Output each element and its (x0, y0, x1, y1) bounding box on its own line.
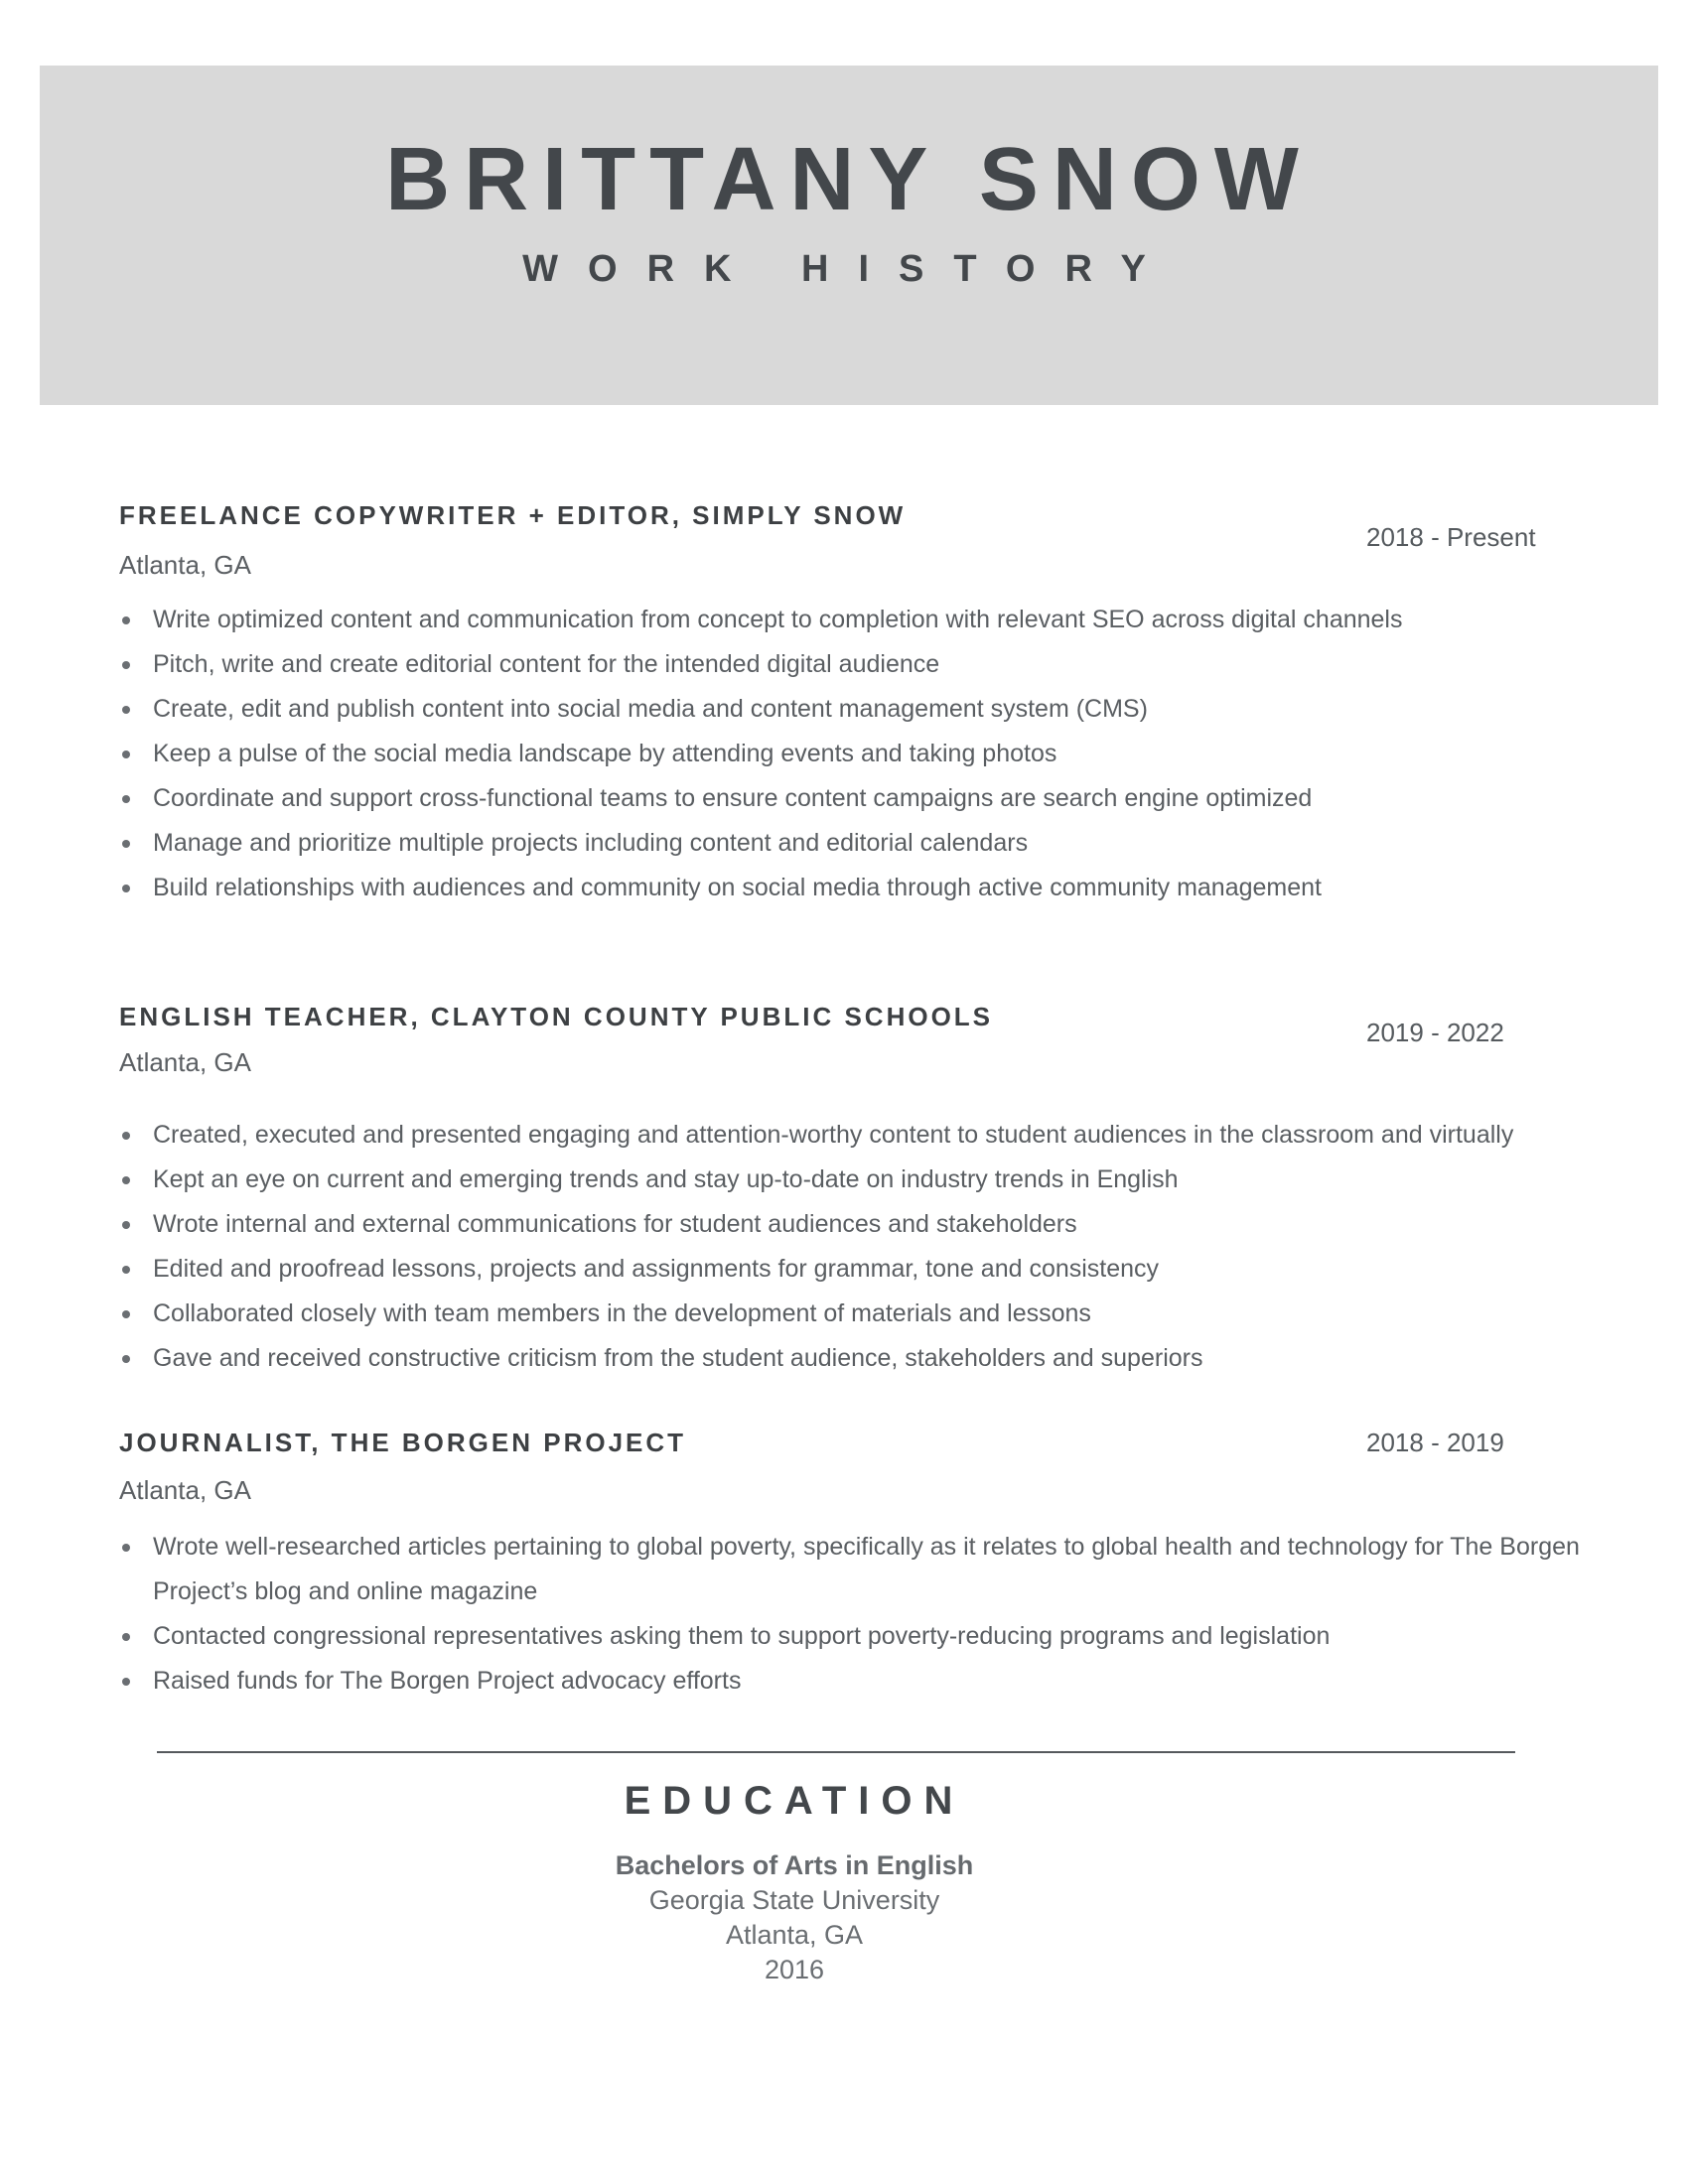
job-entry (119, 1002, 1668, 1372)
section-title-work-history: WORK HISTORY (522, 248, 1176, 290)
education-degree: Bachelors of Arts in English (615, 1850, 974, 1880)
list-item: Wrote well-researched articles pertaining to global poverty, specifically as it relates to global health and technology for The Borgen Project’s blog and online magazine (119, 1525, 1668, 1614)
education-school: Georgia State University (648, 1885, 940, 1915)
job-title: JOURNALIST, THE BORGEN PROJECT (119, 1428, 687, 1457)
list-item: Created, executed and presented engaging and attention-worthy content to student audiences in the classroom and virtually (119, 1113, 1668, 1158)
list-item: Edited and proofread lessons, projects and assignments for grammar, tone and consistency (119, 1247, 1668, 1292)
job-entry (119, 1428, 1668, 1695)
list-item: Collaborated closely with team members in the development of materials and lessons (119, 1292, 1668, 1336)
list-item: Contacted congressional representatives asking them to support poverty-reducing programs and legislation (119, 1614, 1668, 1659)
list-item: Wrote internal and external communications for student audiences and stakeholders (119, 1202, 1668, 1247)
job-date: 2019 - 2022 (1366, 1018, 1504, 1047)
list-item: Coordinate and support cross-functional teams to ensure content campaigns are search engine optimized (119, 776, 1609, 821)
list-item: Manage and prioritize multiple projects including content and editorial calendars (119, 821, 1609, 866)
education-year: 2016 (764, 1955, 825, 1984)
job-responsibilities (119, 1113, 1668, 1381)
list-item: Gave and received constructive criticism from the student audience, stakeholders and superiors (119, 1336, 1668, 1381)
job-title: FREELANCE COPYWRITER + EDITOR, SIMPLY SNOW (119, 500, 907, 530)
education-location: Atlanta, GA (725, 1920, 864, 1950)
job-location: Atlanta, GA (119, 1475, 251, 1505)
job-entry (119, 500, 1668, 901)
list-item: Raised funds for The Borgen Project advocacy efforts (119, 1659, 1668, 1704)
candidate-name: BRITTANY SNOW (385, 130, 1313, 229)
list-item: Build relationships with audiences and community on social media through active community management (119, 866, 1609, 910)
list-item: Kept an eye on current and emerging trends and stay up-to-date on industry trends in English (119, 1158, 1668, 1202)
education-heading: EDUCATION (624, 1779, 965, 1823)
education-entry (0, 1848, 1589, 1987)
list-item: Keep a pulse of the social media landscape by attending events and taking photos (119, 732, 1609, 776)
job-responsibilities (119, 598, 1609, 910)
job-responsibilities (119, 1525, 1668, 1704)
job-date: 2018 - Present (1366, 522, 1536, 552)
job-date: 2018 - 2019 (1366, 1428, 1504, 1457)
list-item: Create, edit and publish content into social media and content management system (CMS) (119, 687, 1609, 732)
list-item: Write optimized content and communication from concept to completion with relevant SEO across digital channels (119, 598, 1609, 642)
job-location: Atlanta, GA (119, 550, 251, 580)
header-banner (40, 66, 1658, 405)
section-divider (157, 1751, 1515, 1753)
job-title: ENGLISH TEACHER, CLAYTON COUNTY PUBLIC SCHOOLS (119, 1002, 994, 1031)
job-location: Atlanta, GA (119, 1047, 251, 1077)
list-item: Pitch, write and create editorial content for the intended digital audience (119, 642, 1609, 687)
